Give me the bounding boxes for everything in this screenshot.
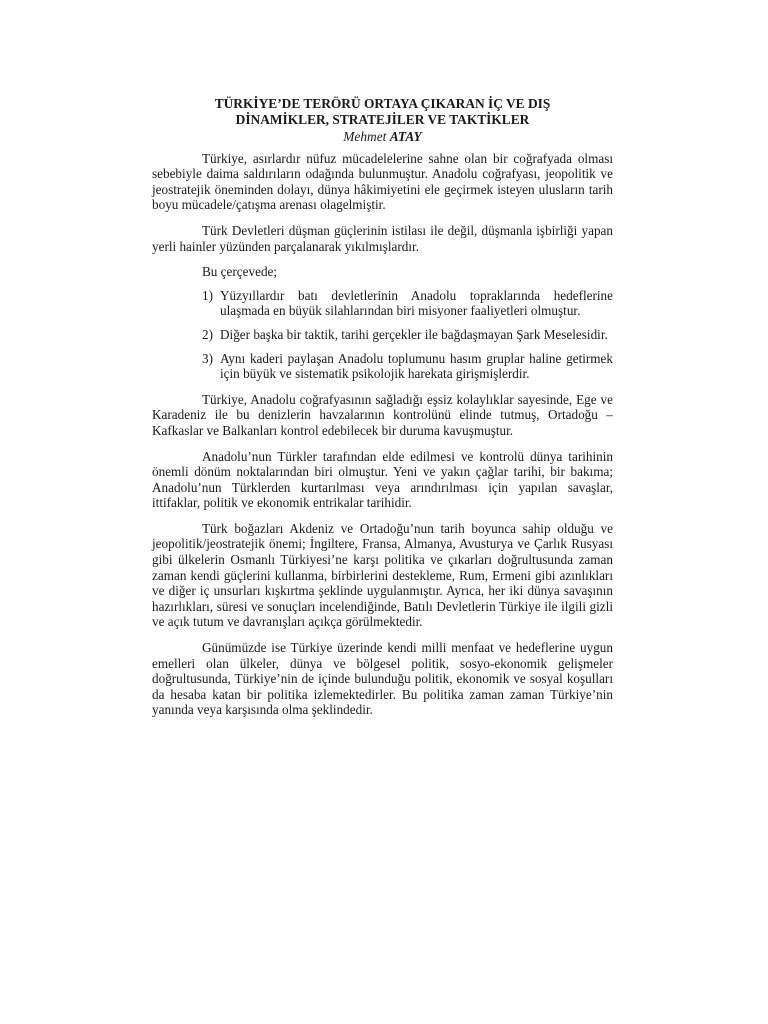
author-surname: ATAY <box>389 129 422 144</box>
list-item-text: Diğer başka bir taktik, tarihi gerçekler ile bağdaşmayan Şark Meselesidir. <box>220 326 608 342</box>
list-item-number: 3) <box>202 350 213 366</box>
list-intro: Bu çerçevede; <box>202 264 278 280</box>
paragraph-2: Türk Devletleri düşman güçlerinin istilası ile değil, düşmanla işbirliği yapan yerli hainler yüzünden parçalanarak yıkılmışlardır. <box>152 222 613 254</box>
paragraph-6: Günümüzde ise Türkiye üzerinde kendi milli menfaat ve hedeflerine uygun emelleri olan ülkeler, dünya ve bölgesel politik, sosyo-ekonomik gelişmeler doğrultusunda, Türkiye’nin de içinde bulunduğu politik, ekonomik ve sosyal koşulları da hesaba katan bir politika izlemektedirler. Bu politika zaman zaman Türkiye’nin yanında veya karşısında olma şeklindedir. <box>152 640 613 718</box>
author-name <box>152 129 613 145</box>
list-item <box>152 351 613 382</box>
paragraph-3: Türkiye, Anadolu coğrafyasının sağladığı eşsiz kolaylıklar sayesinde, Ege ve Karadeniz ile bu denizlerin havzalarının kontrolünü elinde tutmuş, Ortadoğu – Kafkaslar ve Balkanları kontrol edebilecek bir duruma kavuşmuştur. <box>152 391 613 438</box>
document-title <box>152 96 613 128</box>
paragraph-4: Anadolu’nun Türkler tarafından elde edilmesi ve kontrolü dünya tarihinin önemli dönüm noktalarından biri olmuştur. Yeni ve yakın çağlar tarihi, bir bakıma; Anadolu’nun Türklerden kurtarılması veya arındırılması için yapılan savaşlar, ittifaklar, politik ve ekonomik entrikalar tarihidir. <box>152 448 613 511</box>
paragraph-1: Türkiye, asırlardır nüfuz mücadelelerine sahne olan bir coğrafyada olması sebebiyle daima saldırıların odağında bulunmuştur. Anadolu coğrafyası, jeopolitik ve jeostratejik öneminden dolayı, dünya hâkimiyetini ele geçirmek isteyen ulusların tarih boyu mücadele/çatışma arenası olagelmiştir. <box>152 150 613 213</box>
author-given-name: Mehmet <box>343 129 390 144</box>
list-item-text: Yüzyıllardır batı devletlerinin Anadolu topraklarında hedeflerine ulaşmada en büyük silahlarından biri misyoner faaliyetleri olmuştur. <box>220 287 613 319</box>
list-item-number: 1) <box>202 287 213 303</box>
list-item <box>152 288 613 319</box>
paragraph-5: Türk boğazları Akdeniz ve Ortadoğu’nun tarih boyunca sahip olduğu ve jeopolitik/jeostratejik önemi; İngiltere, Fransa, Almanya, Avusturya ve Çarlık Rusyası gibi ülkelerin Osmanlı Türkiyesi’ne karşı politika ve çıkarları doğrultusunda zaman zaman kendi güçlerini kullanma, birbirlerini destekleme, Rum, Ermeni gibi azınlıkları ve diğer iç unsurları kışkırtma şeklinde uygulanmıştır. Ayrıca, her iki dünya savaşının hazırlıkları, süresi ve sonuçları incelendiğinde, Batılı Devletlerin Türkiye ile ilgili gizli ve açık tutum ve davranışları açıkça görülmektedir. <box>152 520 613 630</box>
numbered-list <box>152 288 613 382</box>
list-item-text: Aynı kaderi paylaşan Anadolu toplumunu hasım gruplar haline getirmek için büyük ve sistematik psikolojik harekata girişmişlerdir. <box>220 350 613 382</box>
title-line-1: TÜRKİYE’DE TERÖRÜ ORTAYA ÇIKARAN İÇ VE DIŞ <box>214 96 551 111</box>
list-item-number: 2) <box>202 326 213 342</box>
document-page <box>152 96 613 728</box>
title-line-2: DİNAMİKLER, STRATEJİLER VE TAKTİKLER <box>235 112 530 127</box>
list-item <box>152 327 613 343</box>
